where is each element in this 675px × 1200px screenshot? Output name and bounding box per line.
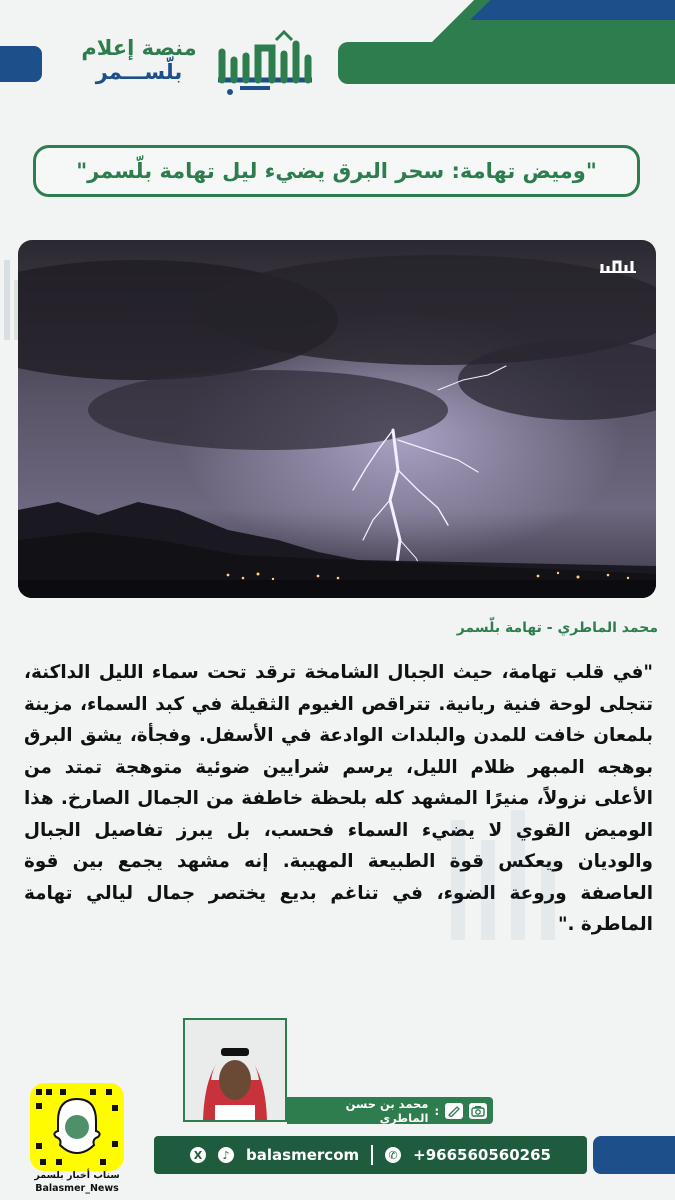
article-title-box <box>33 145 640 197</box>
background-watermark <box>448 780 568 950</box>
header-decor-blue <box>470 0 675 20</box>
author-photo <box>183 1018 287 1122</box>
header-left-bar <box>0 46 42 82</box>
x-icon[interactable]: X <box>190 1147 206 1163</box>
author-name: محمد بن حسن الماطري <box>345 1096 429 1125</box>
snapchat-handle: Balasmer_News <box>35 1183 119 1194</box>
brand-name-line2: بلّســـمر <box>95 60 183 85</box>
author-prefix: : <box>434 1103 440 1118</box>
whatsapp-icon[interactable]: ✆ <box>385 1147 401 1163</box>
brand-logo <box>210 30 320 98</box>
footer-divider <box>371 1145 373 1165</box>
author-byline <box>287 1097 493 1124</box>
header-right-bar <box>338 42 675 84</box>
article-title: "وميض تهامة: سحر البرق يضيء ليل تهامة بلّسمر" <box>76 159 597 183</box>
brand-name <box>64 36 214 84</box>
snapchat-code[interactable] <box>30 1083 124 1171</box>
photo-brand-logo <box>596 256 640 278</box>
tiktok-icon[interactable]: ♪ <box>218 1147 234 1163</box>
pen-icon <box>445 1103 463 1119</box>
camera-icon <box>469 1103 487 1119</box>
lightning-photo <box>18 240 656 598</box>
snapchat-label: سناب أخبار بلسمر <box>34 1170 120 1181</box>
article-body: "في قلب تهامة، حيث الجبال الشامخة ترقد تحت سماء الليل الداكنة، تتجلى لوحة فنية ربانية. تتراقص الغيوم الثقيلة في كبد السماء، مزينة بلمعان خافت للمدن والبلدات الوادعة في الأسفل. وفجأة، يشق البرق بوهجه المبهر ظلام الليل، يرسم شرايين ضوئية متوهجة تمتد من الأعلى نزولاً، منيرًا المشهد كله بلحظة خاطفة من الجمال الصارخ. هذا الوميض القوي لا يضيء السماء فحسب، بل يبرز تفاصيل الجبال والوديان ويعكس قوة الطبيعة المهيبة. إنه مشهد يجمع بين قوة العاصفة وروعة الضوء، في تناغم بديع يختصر جمال ليالي تهامة الماطرة ." <box>24 662 653 935</box>
social-handle[interactable]: balasmercom <box>246 1146 360 1164</box>
photo-credit: محمد الماطري - تهامة بلّسمر <box>456 620 658 636</box>
footer-contact-bar <box>154 1136 587 1174</box>
phone-number[interactable]: +966560560265 <box>413 1146 551 1164</box>
brand-name-line1: منصة إعلام <box>81 36 197 60</box>
footer-decor-blue <box>593 1136 675 1174</box>
